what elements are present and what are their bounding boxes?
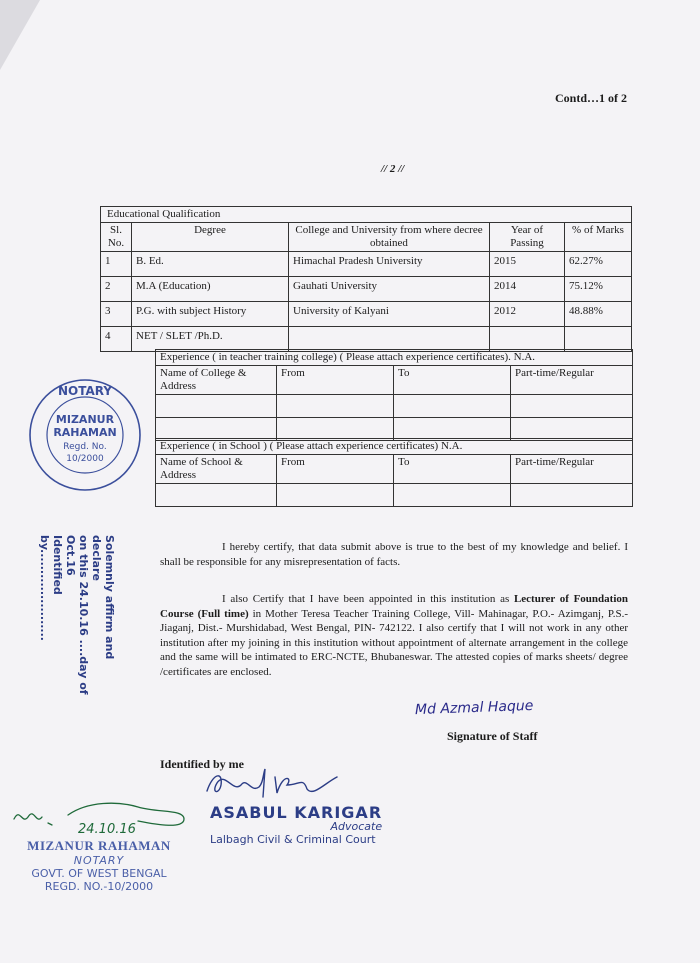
advocate-court: Lalbagh Civil & Criminal Court bbox=[210, 833, 376, 846]
declaration-paragraph-2: I also Certify that I have been appointed in this institution as Lecturer of Foundation Course (Full time) in Mother Teresa Teacher Training College, Vill- Mahinagar, P.O.- Azimganj, P.S.- Jiaganj, Dist.- Murshidabad, West Bengal, PIN- 742122. I also certify that I will not work in any other institution after my joining in this institution without appointment of alternate arrangement in the college and the same will be intimated to ERC-NCTE, Bhubaneswar. The attested copies of marks sheets/ degree /certificates are enclosed. bbox=[160, 593, 628, 678]
cell: 2012 bbox=[490, 302, 565, 327]
staff-handwritten-signature: Md Azmal Haque bbox=[414, 697, 534, 719]
cell: B. Ed. bbox=[132, 252, 289, 277]
cell bbox=[565, 327, 632, 352]
cell: 4 bbox=[101, 327, 132, 352]
cell: Himachal Pradesh University bbox=[289, 252, 490, 277]
advocate-signature bbox=[203, 763, 343, 803]
table-row bbox=[101, 277, 632, 302]
advocate-title: Advocate bbox=[330, 820, 383, 833]
table-row bbox=[156, 484, 633, 507]
cell: P.G. with subject History bbox=[132, 302, 289, 327]
notary-regd: REGD. NO.-10/2000 bbox=[44, 880, 154, 893]
col-header: Name of College & Address bbox=[156, 366, 277, 395]
experience-school-caption: Experience ( in School ) ( Please attach experience certificates) N.A. bbox=[156, 439, 633, 455]
notary-date: 24.10.16 bbox=[78, 822, 136, 837]
education-header-row bbox=[101, 223, 632, 252]
col-header: Part-time/Regular bbox=[511, 366, 633, 395]
seal-name-1: MIZANUR bbox=[55, 413, 115, 426]
table-row bbox=[101, 252, 632, 277]
signature-label: Signature of Staff bbox=[447, 729, 538, 743]
cell: 2 bbox=[101, 277, 132, 302]
col-header: Part-time/Regular bbox=[511, 455, 633, 484]
table-row bbox=[101, 302, 632, 327]
notary-govt: GOVT. OF WEST BENGAL bbox=[31, 867, 167, 880]
seal-ring-text: NOTARY bbox=[57, 384, 113, 398]
cell: 75.12% bbox=[565, 277, 632, 302]
notary-name: MIZANUR RAHAMAN bbox=[27, 838, 171, 853]
experience-header-row bbox=[156, 455, 633, 484]
advocate-name: ASABUL KARIGAR bbox=[210, 803, 383, 822]
continuation-note: Contd…1 of 2 bbox=[555, 91, 628, 105]
col-header: Year of Passing bbox=[490, 223, 565, 252]
identified-by-label: Identified by me bbox=[160, 757, 244, 771]
col-header: From bbox=[277, 455, 394, 484]
table-row bbox=[101, 327, 632, 352]
affirmation-stamp: Solemnly affirm and declare on this 24.10.16 ....day of Oct.16 Identified by...................... bbox=[38, 535, 116, 695]
cell: M.A (Education) bbox=[132, 277, 289, 302]
seal-number: 10/2000 bbox=[66, 454, 104, 464]
cell: 2014 bbox=[490, 277, 565, 302]
cell: 3 bbox=[101, 302, 132, 327]
experience-college-table bbox=[155, 349, 633, 441]
col-header: Name of School & Address bbox=[156, 455, 277, 484]
seal-name-2: RAHAMAN bbox=[53, 426, 117, 439]
cell: 48.88% bbox=[565, 302, 632, 327]
notary-stamp bbox=[14, 838, 184, 893]
declaration-paragraph-1: I hereby certify, that data submit above is true to the best of my knowledge and belief. I shall be responsible for any misrepresentation of facts. bbox=[160, 541, 628, 568]
cell: 2015 bbox=[490, 252, 565, 277]
education-table bbox=[100, 206, 632, 352]
experience-college-caption: Experience ( in teacher training college) ( Please attach experience certificates). N.A. bbox=[156, 350, 633, 366]
seal-regd: Regd. No. bbox=[63, 442, 107, 452]
cell: 62.27% bbox=[565, 252, 632, 277]
cell bbox=[289, 327, 490, 352]
notary-signature bbox=[8, 795, 193, 840]
notary-role: NOTARY bbox=[73, 854, 125, 867]
folded-corner bbox=[0, 0, 40, 70]
page-number: // 2 // bbox=[381, 163, 405, 175]
col-header: To bbox=[394, 455, 511, 484]
table-row bbox=[156, 395, 633, 418]
cell: NET / SLET /Ph.D. bbox=[132, 327, 289, 352]
experience-school-table bbox=[155, 438, 633, 507]
cell bbox=[490, 327, 565, 352]
cell: University of Kalyani bbox=[289, 302, 490, 327]
col-header: To bbox=[394, 366, 511, 395]
col-header: From bbox=[277, 366, 394, 395]
col-header: College and University from where decree obtained bbox=[289, 223, 490, 252]
col-header: % of Marks bbox=[565, 223, 632, 252]
col-header: Degree bbox=[132, 223, 289, 252]
notary-seal bbox=[20, 375, 150, 495]
col-header: Sl. No. bbox=[101, 223, 132, 252]
advocate-stamp bbox=[210, 803, 382, 846]
experience-header-row bbox=[156, 366, 633, 395]
education-caption: Educational Qualification bbox=[101, 207, 632, 223]
cell: 1 bbox=[101, 252, 132, 277]
cell: Gauhati University bbox=[289, 277, 490, 302]
